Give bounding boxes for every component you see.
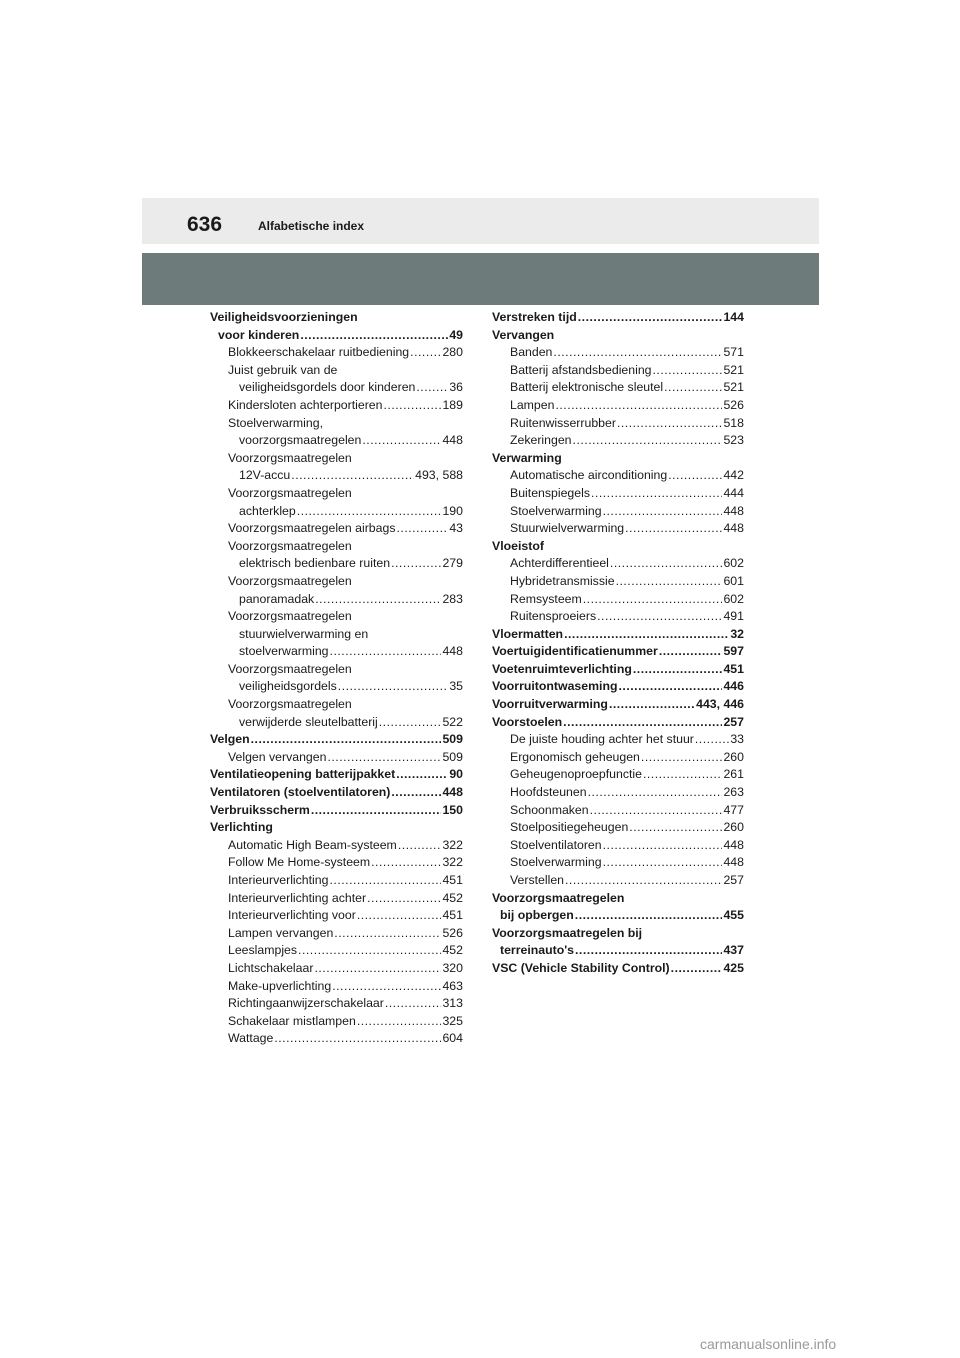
index-entry [492,960,744,978]
index-entry-text: Geheugenoproepfunctie [510,767,642,782]
index-entry [210,802,463,820]
index-entry [210,714,463,732]
dot-leader [590,802,723,820]
index-entry-text: Stuurwielverwarming [510,521,625,536]
index-entry [492,907,744,925]
index-entry-text: Verwarming [492,450,562,465]
index-entry-page[interactable]: 261 [723,767,744,782]
index-entry [492,872,744,890]
index-entry-page[interactable]: 322 [442,837,463,852]
index-entry-text: Voorzorgsmaatregelen [492,890,625,905]
dot-leader [410,344,441,362]
index-entry-text: Stoelventilatoren [510,837,602,852]
index-entry [210,890,463,908]
index-entry-page[interactable]: 446 [723,679,744,694]
index-entry-page[interactable]: 451 [442,873,463,887]
index-entry-page[interactable]: 90 [449,767,463,782]
index-entry [492,432,744,450]
dot-leader [573,432,723,450]
index-entry-page[interactable]: 602 [723,591,744,606]
dot-leader [315,591,441,609]
index-entry-text: Stoelverwarming [510,503,602,518]
index-entry-text: Hybridetransmissie [510,573,615,588]
dot-leader [251,731,442,749]
index-entry [210,643,463,661]
index-entry [210,608,463,626]
index-entry-page[interactable]: 442 [723,468,744,483]
index-entry-page[interactable]: 448 [723,503,744,518]
index-entry [492,766,744,784]
dot-leader [327,749,441,767]
index-entry [492,626,744,644]
dot-leader [659,643,723,661]
index-entry [210,1013,463,1031]
index-entry-text: Kindersloten achterportieren [228,397,383,412]
index-entry-page[interactable]: 279 [442,556,463,571]
index-entry [210,696,463,714]
index-entry [210,467,463,485]
index-entry [492,925,744,943]
index-entry-page[interactable]: 320 [442,960,463,975]
index-entry [492,643,744,661]
dot-leader [384,397,442,415]
index-entry [210,978,463,996]
header-band [142,198,819,244]
index-entry-text: Stoelpositiegeheugen [510,820,629,835]
index-entry-page[interactable]: 597 [723,644,744,659]
index-entry [492,520,744,538]
index-entry [492,837,744,855]
page-number: 636 [187,213,223,236]
dot-leader [603,837,723,855]
index-entry-page[interactable]: 526 [723,397,744,412]
index-entry [492,503,744,521]
dot-leader [385,995,442,1013]
index-entry-text: Leeslampjes [228,943,298,958]
dot-leader [357,1013,442,1031]
index-entry [210,819,463,837]
index-entry-text: voorzorgsmaatregelen [239,433,362,448]
index-entry-page[interactable]: 313 [442,996,463,1011]
dot-leader [575,907,723,925]
dot-leader [633,661,723,679]
index-entry [210,397,463,415]
index-entry-text: Ergonomisch geheugen [510,749,640,764]
dot-leader [603,503,723,521]
dot-leader [565,872,722,890]
index-entry-page[interactable]: 601 [723,573,744,588]
index-entry-text: Lampen [510,397,555,412]
index-entry-text: Voorzorgsmaatregelen [228,573,352,588]
index-entry-page[interactable]: 452 [442,890,463,905]
index-entry [492,309,744,327]
index-entry-page[interactable]: 448 [723,855,744,870]
index-entry [492,379,744,397]
dot-leader [371,854,441,872]
dot-leader [391,555,441,573]
index-entry [210,1030,463,1048]
index-entry-text: Velgen vervangen [228,749,327,764]
dot-leader [396,520,448,538]
index-entry-page[interactable]: 144 [723,310,744,324]
index-entry [492,591,744,609]
index-entry-page[interactable]: 509 [442,732,463,747]
index-entry-text: terreinauto's [500,943,574,958]
index-entry-text: achterklep [239,503,296,518]
dot-leader [298,942,441,960]
index-entry-text: Voorzorgsmaatregelen [228,661,352,676]
index-entry [492,678,744,696]
index-entry-text: Ventilatoren (stoelventilatoren) [210,785,391,800]
dot-leader [641,749,723,767]
index-entry-text: verwijderde sleutelbatterij [239,714,378,729]
index-entry [210,520,463,538]
index-entry [210,432,463,450]
dot-leader [357,907,442,925]
index-entry-text: Blokkeerschakelaar ruitbediening [228,345,410,360]
index-entry-page[interactable]: 36 [449,380,463,395]
index-entry-text: Ventilatieopening batterijpakket [210,767,396,782]
index-entry-text: Ruitenwisserrubber [510,415,616,430]
index-entry-text: Hoofdsteunen [510,785,587,800]
index-entry-text: De juiste houding achter het stuur [510,732,694,747]
index-entry [492,661,744,679]
index-entry [210,678,463,696]
index-entry-text: stuurwielverwarming en [239,626,369,641]
index-entry-page[interactable]: 260 [723,749,744,764]
dot-leader [338,678,449,696]
dot-leader [362,432,441,450]
index-entry [492,819,744,837]
index-entry [210,661,463,679]
dot-leader [564,626,729,644]
dot-leader [668,467,722,485]
index-entry [210,942,463,960]
index-entry-page[interactable]: 523 [723,433,744,448]
index-entry-text: Verlichting [210,820,273,835]
dot-leader [695,731,729,749]
index-entry-text: Verbruiksscherm [210,802,310,817]
index-entry [210,485,463,503]
index-entry-page[interactable]: 448 [723,521,744,536]
index-entry-page[interactable]: 521 [723,362,744,377]
dot-leader [332,978,441,996]
index-column-left [210,309,463,1048]
index-entry [210,766,463,784]
index-entry-page[interactable]: 477 [723,802,744,817]
index-entry-page[interactable]: 325 [442,1013,463,1028]
dot-leader [330,643,442,661]
dot-leader [555,397,722,415]
index-entry [492,802,744,820]
index-entry-text: Voorzorgsmaatregelen [228,538,352,553]
index-entry [210,415,463,433]
index-entry-text: Voertuigidentificatienummer [492,644,658,659]
index-entry-page[interactable]: 571 [723,345,744,360]
index-entry-text: Buitenspiegels [510,485,590,500]
dot-leader [329,872,441,890]
section-title: Alfabetische index [258,219,365,233]
index-entry-page[interactable]: 521 [723,380,744,395]
index-entry-page[interactable]: 257 [723,873,744,887]
index-entry [492,538,744,556]
index-entry-text: Wattage [228,1031,274,1046]
index-entry-text: bij opbergen [500,908,574,923]
index-entry-page[interactable]: 189 [442,397,463,412]
index-entry-text: Follow Me Home-systeem [228,855,371,870]
dot-leader [629,819,722,837]
index-entry-text: Velgen [210,732,250,747]
index-entry [210,960,463,978]
index-entry [210,925,463,943]
dot-leader [610,555,723,573]
index-entry [210,731,463,749]
index-entry-page[interactable]: 448 [723,837,744,852]
index-entry-text: Interieurverlichting [228,873,329,887]
index-entry-page[interactable]: 448 [442,644,463,659]
index-entry-text: Stoelverwarming [510,855,602,870]
index-entry [492,344,744,362]
index-entry [210,344,463,362]
index-entry [492,362,744,380]
index-entry-text: Voorzorgsmaatregelen [228,697,352,712]
index-entry-page[interactable]: 257 [723,714,744,729]
index-entry-text: Voetenruimteverlichting [492,661,632,676]
index-entry-text: Interieurverlichting voor [228,908,356,923]
index-entry-text: Ruitensproeiers [510,609,597,624]
index-entry-text: Banden [510,345,553,360]
dot-leader [575,942,722,960]
index-entry [210,327,463,345]
index-entry-page[interactable]: 35 [449,679,463,694]
index-entry [210,538,463,556]
index-entry [210,555,463,573]
index-entry-page[interactable]: 526 [442,925,463,940]
index-entry [210,626,463,644]
dot-leader [398,837,442,855]
index-entry-page[interactable]: 451 [442,908,463,923]
index-entry [492,784,744,802]
dot-leader [643,766,723,784]
index-entry-text: Vloeistof [492,538,544,553]
footer-watermark: carmanualsonline.info [700,1336,837,1352]
dot-leader [300,327,448,345]
index-entry-text: Voorzorgsmaatregelen [228,609,352,624]
index-entry [210,309,463,327]
index-entry [492,485,744,503]
dot-leader [588,784,723,802]
index-entry-page[interactable]: 448 [442,433,463,448]
index-entry-text: Voorzorgsmaatregelen [228,450,352,465]
index-entry-page[interactable]: 455 [723,908,744,923]
dot-leader [416,379,448,397]
index-entry-page[interactable]: 463 [442,978,463,993]
index-entry-page[interactable]: 190 [442,503,463,518]
index-entry-text: Achterdifferentieel [510,556,609,571]
dot-leader [274,1030,441,1048]
index-entry [210,907,463,925]
dot-leader [603,854,723,872]
dot-leader [617,415,723,433]
index-entry-page[interactable]: 437 [723,943,744,958]
dot-leader [291,467,414,485]
dot-leader [616,573,723,591]
index-entry-text: Verstreken tijd [492,310,577,324]
index-entry [492,573,744,591]
index-entry-text: Voorruitontwaseming [492,679,618,694]
index-entry-page[interactable]: 280 [442,345,463,360]
index-entry-text: Batterij elektronische sleutel [510,380,664,395]
index-entry [492,714,744,732]
index-entry-text: veiligheidsgordels [239,679,337,694]
index-entry [210,573,463,591]
index-entry-text: Verstellen [510,873,565,887]
index-entry-page[interactable]: 509 [442,749,463,764]
index-entry-page[interactable]: 451 [723,661,744,676]
index-entry-page[interactable]: 602 [723,556,744,571]
index-entry-text: VSC (Vehicle Stability Control) [492,960,670,975]
index-entry-page[interactable]: 518 [723,415,744,430]
index-entry [492,397,744,415]
index-entry-page[interactable]: 493, 588 [415,468,463,483]
index-entry-page[interactable]: 150 [442,802,463,817]
index-entry-text: Vervangen [492,327,555,342]
index-entry-text: Lampen vervangen [228,925,334,940]
index-entry [210,854,463,872]
index-entry-page[interactable]: 33 [730,732,744,747]
index-entry [210,362,463,380]
index-entry-page[interactable]: 43 [449,521,463,536]
index-entry-text: Automatic High Beam-systeem [228,837,397,852]
index-entry [492,555,744,573]
index-entry-page[interactable]: 444 [723,485,744,500]
dot-leader [553,344,722,362]
index-entry [492,327,744,345]
index-entry-text: Voorruitverwarming [492,697,608,712]
index-entry [492,415,744,433]
index-entry-text: Stoelverwarming, [228,415,323,430]
dot-leader [664,379,722,397]
index-entry-page[interactable]: 425 [723,960,744,975]
index-entry-text: Veiligheidsvoorzieningen [210,310,358,324]
dot-leader [653,362,723,380]
index-entry-text: panoramadak [239,591,315,606]
index-entry-text: Schakelaar mistlampen [228,1013,356,1028]
index-entry [492,890,744,908]
dot-leader [311,802,442,820]
index-entry-text: veiligheidsgordels door kinderen [239,380,416,395]
index-entry-text: Voorstoelen [492,714,563,729]
index-entry-page[interactable]: 283 [442,591,463,606]
index-entry [210,503,463,521]
dot-leader [618,678,722,696]
index-entry [492,608,744,626]
index-entry [492,942,744,960]
index-entry [210,450,463,468]
dot-leader [334,925,441,943]
index-entry-text: Batterij afstandsbediening [510,362,652,377]
index-entry [210,784,463,802]
index-column-right [492,309,744,978]
index-entry-text: Zekeringen [510,433,572,448]
dot-leader [367,890,441,908]
index-entry-page[interactable]: 604 [442,1031,463,1046]
title-bar [142,253,819,305]
index-entry-page[interactable]: 522 [442,714,463,729]
index-entry-text: Lichtschakelaar [228,960,314,975]
index-entry [210,837,463,855]
index-entry-text: Interieurverlichting achter [228,890,367,905]
dot-leader [578,309,723,327]
dot-leader [597,608,722,626]
index-entry [210,995,463,1013]
index-entry [492,696,744,714]
index-entry-page[interactable]: 49 [449,327,463,342]
index-entry [492,749,744,767]
dot-leader [314,960,441,978]
index-entry-text: Make-upverlichting [228,978,332,993]
index-entry [492,467,744,485]
index-entry-text: Voorzorgsmaatregelen airbags [228,521,396,536]
index-entry-page[interactable]: 260 [723,820,744,835]
index-entry-text: Automatische airconditioning [510,468,668,483]
index-entry-text: Voorzorgsmaatregelen [228,485,352,500]
index-entry [492,450,744,468]
index-entry-text: Schoonmaken [510,802,589,817]
index-entry-page[interactable]: 263 [723,785,744,800]
dot-leader [379,714,442,732]
index-entry-text: stoelverwarming [239,644,329,659]
dot-leader [396,766,448,784]
index-entry [210,379,463,397]
index-entry [492,731,744,749]
index-entry [210,749,463,767]
index-entry-text: Juist gebruik van de [228,362,338,377]
dot-leader [391,784,441,802]
index-entry-page[interactable]: 443, 446 [696,697,744,712]
dot-leader [671,960,723,978]
index-entry-text: Remsysteem [510,591,582,606]
dot-leader [297,503,442,521]
index-entry-text: 12V-accu [239,468,291,483]
index-entry-text: elektrisch bedienbare ruiten [239,556,391,571]
index-entry [210,872,463,890]
index-entry-text: Richtingaanwijzerschakelaar [228,996,384,1011]
dot-leader [609,696,695,714]
index-entry-page[interactable]: 448 [442,785,463,800]
index-entry-page[interactable]: 491 [723,609,744,624]
dot-leader [583,591,723,609]
index-entry-page[interactable]: 452 [442,943,463,958]
index-entry [492,854,744,872]
dot-leader [625,520,722,538]
index-entry-text: voor kinderen [218,327,300,342]
dot-leader [563,714,722,732]
index-entry-text: Voorzorgsmaatregelen bij [492,925,643,940]
index-entry-page[interactable]: 322 [442,855,463,870]
index-entry-text: Vloermatten [492,626,564,641]
index-entry-page[interactable]: 32 [730,626,744,641]
dot-leader [591,485,722,503]
index-entry [210,591,463,609]
